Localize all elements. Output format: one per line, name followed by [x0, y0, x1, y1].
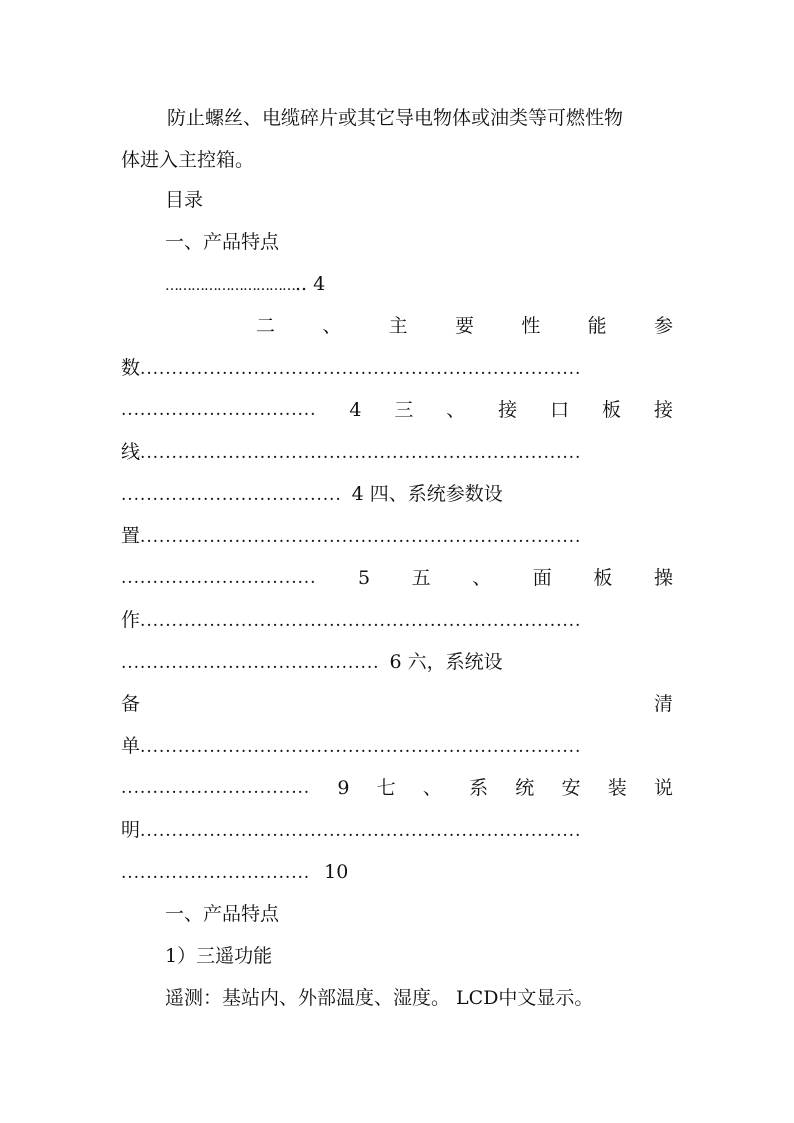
toc-item-4-page: 5: [357, 567, 371, 589]
toc-item-4-leader: [121, 516, 673, 557]
toc-item-4-page-row: [121, 558, 673, 598]
toc-char: 安: [561, 777, 581, 799]
toc-item-6-cont: 单: [121, 735, 141, 757]
sub-heading: 1）三遥功能: [165, 945, 273, 967]
toc-title: 目录: [165, 189, 204, 211]
toc-char: 七: [376, 777, 396, 799]
toc-char: 接: [653, 399, 673, 421]
toc-item-7-cont: 明: [121, 819, 141, 841]
toc-item-6-leader: [121, 726, 673, 767]
toc-item-2-cont: 数: [121, 357, 141, 379]
intro-line-2: 体进入主控箱。: [121, 149, 255, 171]
toc-char: 性: [521, 315, 541, 337]
toc-char: 五: [411, 567, 431, 589]
toc-char: 统: [515, 777, 535, 799]
toc-item-7-leader: [121, 810, 673, 851]
toc-char: 主: [388, 315, 408, 337]
toc-item-1-dots: …………………………: [165, 278, 295, 294]
toc-char: 要: [454, 315, 474, 337]
toc-item-5-cont: 作: [121, 609, 141, 631]
toc-item-7-page-row: [121, 852, 673, 893]
toc-item-1-label: 一、产品特点: [165, 231, 280, 253]
toc-char: 三: [394, 399, 414, 421]
leader-dots: ...............................: [121, 568, 317, 588]
toc-char: 、: [422, 777, 442, 799]
toc-item-1-leader: [165, 264, 465, 304]
leader-dots: ...................................: [121, 485, 342, 505]
leader-dots: .........................................: [121, 653, 380, 673]
toc-char: 板: [593, 567, 613, 589]
toc-char: 接: [498, 399, 518, 421]
leader-dots: ......................................................................: [140, 821, 582, 841]
toc-char: 参: [653, 315, 673, 337]
toc-char: 系: [469, 777, 489, 799]
toc-char: 、: [322, 315, 342, 337]
leader-dots: ......................................................................: [140, 359, 582, 379]
toc-char: 二: [256, 315, 276, 337]
toc-item-2-leader: [121, 348, 673, 389]
toc-char: 备: [121, 693, 141, 715]
toc-char: 、: [446, 399, 466, 421]
toc-item-2-page: 4: [349, 399, 362, 421]
toc-item-1-page: .. 4: [295, 273, 326, 295]
toc-char: 说: [653, 777, 673, 799]
leader-dots: ..............................: [121, 863, 311, 883]
toc-item-4-cont: 置: [121, 525, 141, 547]
toc-char: 口: [550, 399, 570, 421]
toc-item-2-page-row: [121, 390, 673, 430]
toc-item-3-leader: [121, 432, 673, 473]
toc-item-2-label: [256, 306, 673, 346]
leader-dots: ..............................: [121, 778, 311, 798]
toc-char: 装: [607, 777, 627, 799]
leader-dots: ......................................................................: [140, 443, 582, 463]
toc-char: 面: [532, 567, 552, 589]
leader-dots: ......................................................................: [140, 527, 582, 547]
toc-char: 板: [602, 399, 622, 421]
toc-item-6-label: [121, 684, 673, 724]
toc-item-5-page-row: [121, 642, 673, 683]
leader-dots: ......................................................................: [140, 737, 582, 757]
toc-char: 清: [653, 693, 673, 715]
toc-item-6-page-row: [121, 768, 673, 808]
toc-item-3-page: 4 四、系统参数设: [351, 483, 503, 505]
leader-dots: ......................................................................: [140, 611, 582, 631]
leader-dots: ...............................: [121, 400, 317, 420]
toc-char: 、: [472, 567, 492, 589]
toc-item-5-leader: [121, 600, 673, 641]
toc-item-3-page-row: [121, 474, 673, 515]
section-heading: 一、产品特点: [165, 903, 280, 925]
toc-item-7-page: 10: [324, 861, 349, 883]
toc-item-3-cont: 线: [121, 441, 141, 463]
toc-item-5-page: 6 六，系统设: [389, 651, 503, 673]
intro-line-1: 防止螺丝、电缆碎片或其它导电物体或油类等可燃性物: [167, 107, 624, 129]
toc-item-6-page: 9: [337, 777, 350, 799]
toc-char: 能: [587, 315, 607, 337]
toc-char: 操: [653, 567, 673, 589]
body-line: 遥测：基站内、外部温度、湿度。 LCD中文显示。: [165, 987, 594, 1009]
